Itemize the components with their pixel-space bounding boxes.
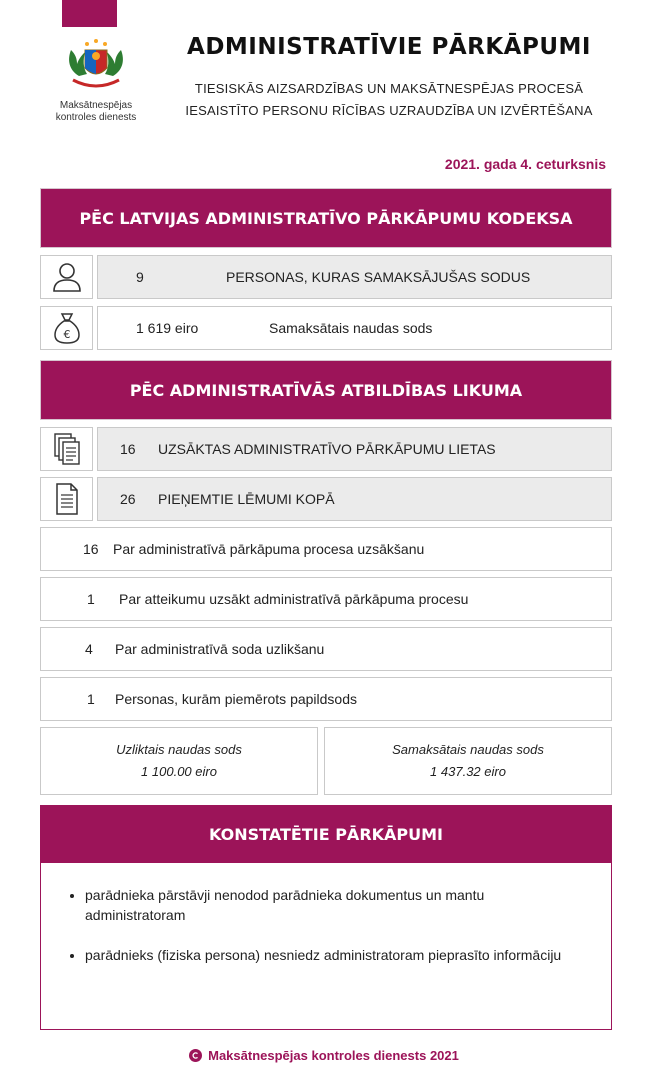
top-accent-tab [62,0,117,27]
detail-value: 1 [87,691,95,707]
imposed-fine-value: 1 100.00 eiro [141,764,217,779]
org-name-line1: Maksātnespējas [59,100,133,111]
section1-banner: PĒC LATVIJAS ADMINISTRATĪVO PĀRKĀPUMU KODEKSA [40,188,612,248]
detail-row [40,677,612,721]
person-icon-box [40,255,93,299]
violations-title: KONSTATĒTIE PĀRKĀPUMI [41,806,611,863]
paid-fine-box-label: Samaksātais naudas sods [392,742,544,757]
violation-item: • parādnieks (fiziska persona) nesniedz administratoram pieprasīto informāciju [85,945,581,965]
imposed-fine-box [40,727,318,795]
started-cases-value: 16 [120,441,136,457]
copyright-icon [189,1049,202,1062]
quarter-label: 2021. gada 4. ceturksnis [444,156,606,172]
org-name-line2: kontroles dienests [55,112,137,123]
coat-of-arms-icon [65,36,127,94]
page-title: ADMINISTRATĪVIE PĀRKĀPUMI [187,34,591,60]
svg-text:€: € [63,328,70,341]
footer [0,1048,648,1063]
detail-row [40,577,612,621]
stacked-documents-icon [52,432,82,466]
detail-value: 16 [83,541,99,557]
detail-value: 4 [85,641,93,657]
imposed-fine-label: Uzliktais naudas sods [116,742,242,757]
decisions-total-value: 26 [120,491,136,507]
subtitle-line1: TIESISKĀS AIZSARDZĪBAS UN MAKSĀTNESPĒJAS PROCESĀ [194,81,584,96]
paid-fine-box-value: 1 437.32 eiro [430,764,506,779]
footer-text: Maksātnespējas kontroles dienests 2021 [208,1048,459,1063]
violations-list [41,885,611,965]
money-bag-euro-icon [52,311,82,345]
detail-label: Personas, kurām piemērots papildsods [115,691,358,707]
paid-persons-row [97,255,612,299]
document-icon [54,482,80,516]
stacked-documents-icon-box [40,427,93,471]
detail-value: 1 [87,591,95,607]
paid-persons-value: 9 [136,269,144,285]
section2-banner: PĒC ADMINISTRATĪVĀS ATBILDĪBAS LIKUMA [40,360,612,420]
started-cases-row [97,427,612,471]
paid-fine-row [97,306,612,350]
person-icon [52,261,82,293]
subtitle-line2: IESAISTĪTO PERSONU RĪCĪBAS UZRAUDZĪBA UN IZVĒRTĒŠANA [185,103,593,118]
detail-row [40,527,612,571]
paid-persons-label: PERSONAS, KURAS SAMAKSĀJUŠAS SODUS [226,269,531,285]
page-subtitle [170,78,608,122]
decisions-total-label: PIEŅEMTIE LĒMUMI KOPĀ [158,491,335,507]
violation-item: • parādnieka pārstāvji nenodod parādnieka dokumentus un mantu administratoram [85,885,581,925]
paid-fine-value: 1 619 eiro [136,320,199,336]
detail-label: Par atteikumu uzsākt administratīvā pārkāpuma procesu [119,591,469,607]
detail-row [40,627,612,671]
paid-fine-label: Samaksātais naudas sods [269,320,433,336]
document-icon-box [40,477,93,521]
decisions-total-row [97,477,612,521]
paid-fine-box [324,727,612,795]
violations-panel [40,805,612,1030]
org-logo [46,36,146,124]
money-bag-icon-box [40,306,93,350]
started-cases-label: UZSĀKTAS ADMINISTRATĪVO PĀRKĀPUMU LIETAS [158,441,496,457]
detail-label: Par administratīvā soda uzlikšanu [115,641,325,657]
detail-label: Par administratīvā pārkāpuma procesa uzsākšanu [113,541,425,557]
